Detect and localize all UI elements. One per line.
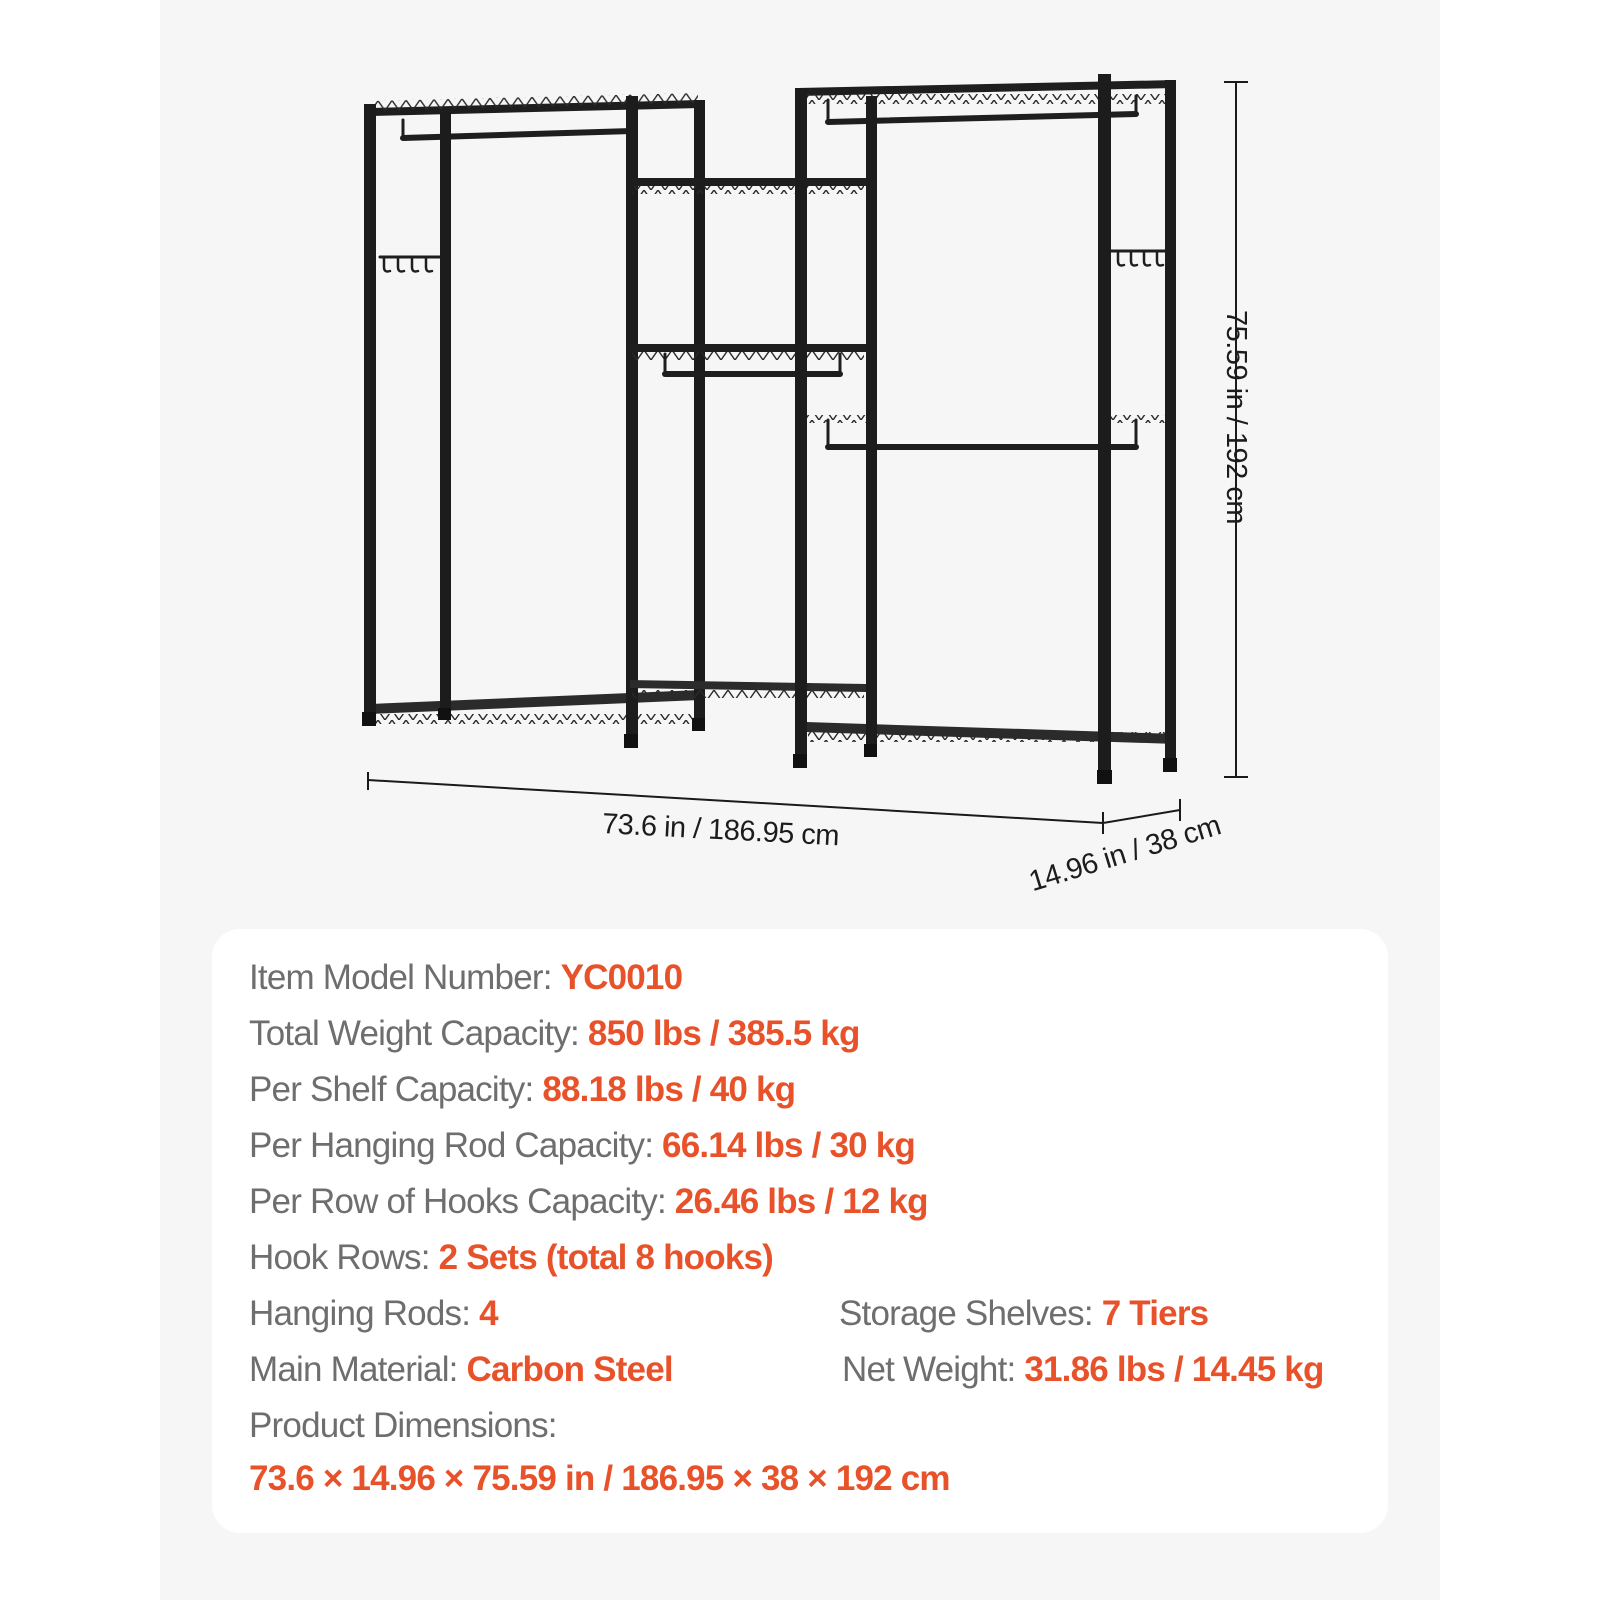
spec-hook-rows: [249, 1238, 773, 1278]
spec-value: 2 Sets (total 8 hooks): [438, 1238, 774, 1277]
spec-value: 88.18 lbs / 40 kg: [542, 1070, 796, 1109]
spec-model: [249, 958, 682, 998]
spec-label: Hanging Rods:: [249, 1294, 480, 1333]
spec-storage-shelves: [839, 1294, 1208, 1334]
product-dimensions-value: 73.6 × 14.96 × 75.59 in / 186.95 × 38 × 192 cm: [249, 1459, 950, 1498]
spec-value: 26.46 lbs / 12 kg: [674, 1182, 928, 1221]
spec-value: 4: [479, 1294, 498, 1333]
spec-label: Net Weight:: [842, 1350, 1025, 1389]
spec-label: Per Hanging Rod Capacity:: [249, 1126, 663, 1165]
height-dimension-label: 75.59 in / 192 cm: [1220, 310, 1252, 524]
spec-label: Total Weight Capacity:: [249, 1014, 588, 1053]
spec-value: 31.86 lbs / 14.45 kg: [1024, 1350, 1324, 1389]
spec-hanging-rods: [249, 1294, 498, 1334]
spec-net-weight: [842, 1350, 1324, 1390]
spec-label: Storage Shelves:: [839, 1294, 1102, 1333]
spec-value: 66.14 lbs / 30 kg: [662, 1126, 915, 1165]
spec-rod-capacity: [249, 1126, 915, 1166]
spec-label: Per Row of Hooks Capacity:: [249, 1182, 675, 1221]
spec-total-capacity: [249, 1014, 860, 1054]
spec-product-dimensions: [249, 1406, 557, 1446]
spec-label: Main Material:: [249, 1350, 467, 1389]
spec-shelf-capacity: [249, 1070, 795, 1110]
spec-hook-capacity: [249, 1182, 928, 1222]
spec-material: [249, 1350, 673, 1390]
spec-value: 7 Tiers: [1101, 1294, 1209, 1333]
spec-label: Product Dimensions:: [249, 1406, 557, 1445]
spec-label: Per Shelf Capacity:: [249, 1070, 543, 1109]
spec-label: Item Model Number:: [249, 958, 561, 997]
depth-dimension-label: 14.96 in / 38 cm: [1025, 809, 1225, 899]
width-dimension-label: 73.6 in / 186.95 cm: [601, 808, 840, 853]
spec-value: YC0010: [560, 958, 683, 997]
middle-unit: [630, 178, 866, 698]
spec-label: Hook Rows:: [249, 1238, 439, 1277]
spec-value: Carbon Steel: [466, 1350, 673, 1389]
spec-value: 850 lbs / 385.5 kg: [587, 1014, 860, 1053]
